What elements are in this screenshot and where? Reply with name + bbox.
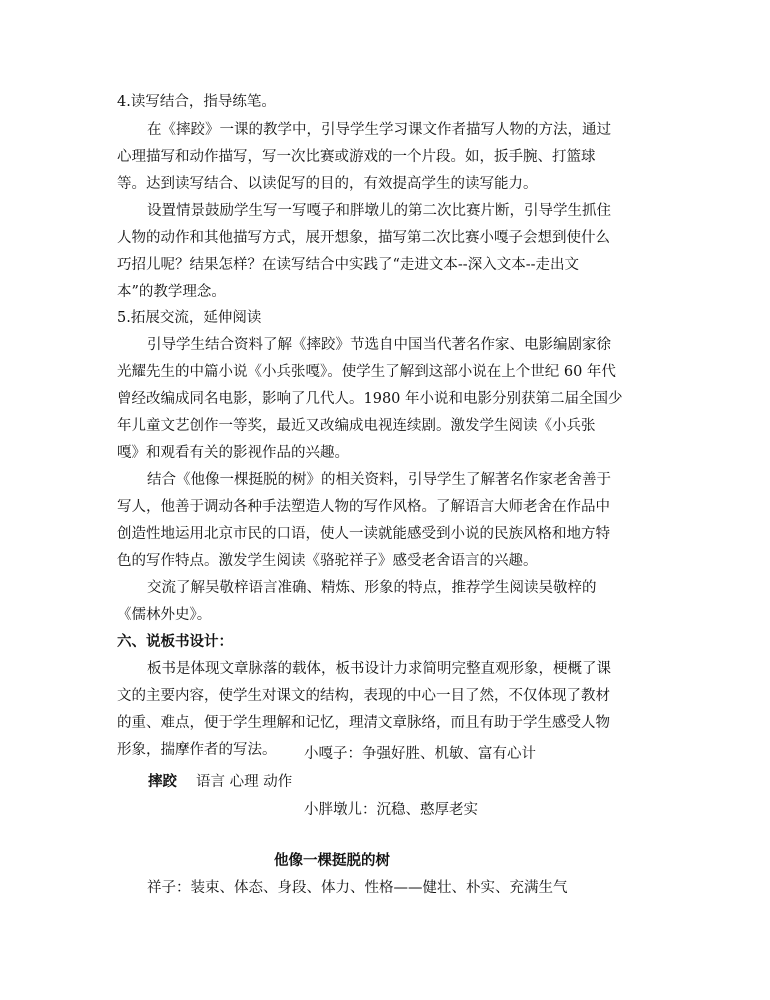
paragraph-line: 写人，他善于调动各种手法塑造人物的写作风格。了解语言大师老舍在作品中: [117, 499, 610, 515]
board2-xiangzi-line: 祥子：装束、体态、身段、体力、性格——健壮、朴实、充满生气: [147, 880, 568, 896]
board-methods: 语言 心理 动作: [196, 774, 293, 790]
paragraph-line: 板书是体现文章脉落的载体，板书设计力求简明完整直观形象，梗概了课: [147, 661, 611, 677]
paragraph-line: 交流了解吴敬梓语言准确、精炼、形象的特点，推荐学生阅读吴敬梓的: [147, 580, 597, 596]
paragraph-line: 色的写作特点。激发学生阅读《骆驼祥子》感受老舍语言的兴趣。: [117, 553, 538, 569]
paragraph-line: 光耀先生的中篇小说《小兵张嘎》。使学生了解到这部小说在上个世纪 60 年代: [117, 364, 616, 380]
paragraph-line: 本”的教学理念。: [117, 284, 226, 300]
section-6-heading: 六、说板书设计：: [117, 633, 233, 650]
paragraph-line: 年儿童文艺创作一等奖，最近又改编成电视连续剧。激发学生阅读《小兵张: [117, 418, 596, 434]
board-pangduner-line: 小胖墩儿：沉稳、憨厚老实: [304, 802, 478, 818]
paragraph-line: 嘎》和观看有关的影视作品的兴趣。: [117, 445, 349, 461]
paragraph-line: 曾经改编成同名电影，影响了几代人。1980 年小说和电影分别获第二届全国少: [117, 391, 623, 407]
paragraph-line: 在《摔跤》一课的教学中，引导学生学习课文作者描写人物的方法，通过: [147, 122, 611, 138]
paragraph-line: 创造性地运用北京市民的口语，使人一读就能感受到小说的民族风格和地方特: [117, 526, 610, 542]
paragraph-line: 结合《他像一棵挺脱的树》的相关资料，引导学生了解著名作家老舍善于: [147, 472, 611, 488]
paragraph-line: 等。达到读写结合、以读促写的目的，有效提高学生的读写能力。: [117, 176, 538, 192]
paragraph-line: 心理描写和动作描写，写一次比赛或游戏的一个片段。如，扳手腕、打篮球: [117, 149, 596, 165]
paragraph-line: 巧招儿呢？结果怎样？在读写结合中实践了“走进文本--深入文本--走出文: [117, 257, 580, 273]
paragraph-line: 人物的动作和其他描写方式，展开想象，描写第二次比赛小嘎子会想到使什么: [117, 230, 610, 246]
board-xiaogazi-line: 小嘎子：争强好胜、机敏、富有心计: [304, 746, 536, 762]
section-4-heading: 4.读写结合，指导练笔。: [117, 94, 276, 110]
section-5-heading: 5.拓展交流，延伸阅读: [117, 310, 262, 326]
paragraph-line: 引导学生结合资料了解《摔跤》节选自中国当代著名作家、电影编剧家徐: [147, 337, 611, 353]
board2-title: 他像一棵挺脱的树: [274, 852, 390, 869]
paragraph-line: 《儒林外史》。: [117, 607, 212, 623]
board-title: 摔跤: [148, 773, 177, 790]
paragraph-line: 形象，揣摩作者的写法。: [117, 742, 277, 758]
paragraph-line: 文的主要内容，使学生对课文的结构，表现的中心一目了然，不仅体现了教材: [117, 688, 610, 704]
paragraph-line: 的重、难点，便于学生理解和记忆，理清文章脉络，而且有助于学生感受人物: [117, 715, 610, 731]
paragraph-line: 设置情景鼓励学生写一写嘎子和胖墩儿的第二次比赛片断，引导学生抓住: [147, 203, 611, 219]
